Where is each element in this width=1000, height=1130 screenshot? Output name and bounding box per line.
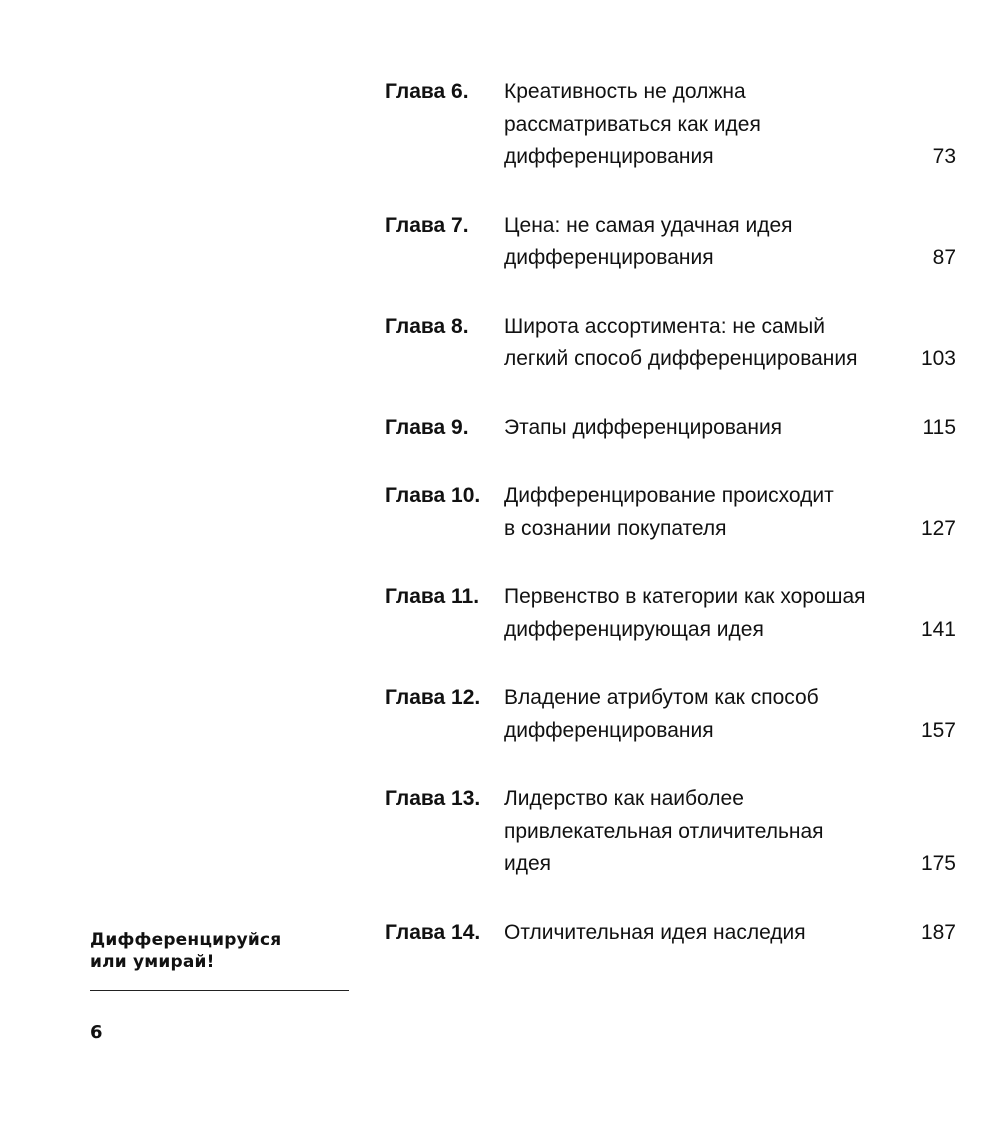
chapter-page-number: 73 bbox=[932, 145, 956, 168]
toc-entry-chapter-8 bbox=[385, 311, 960, 376]
running-title-line: Дифференцируйся bbox=[90, 930, 282, 950]
chapter-page-number: 175 bbox=[920, 852, 956, 875]
chapter-title bbox=[504, 783, 909, 881]
running-title-rule bbox=[90, 990, 349, 991]
toc-entry-chapter-14 bbox=[385, 917, 960, 950]
chapter-title bbox=[504, 311, 909, 376]
chapter-label: Глава 14. bbox=[385, 920, 481, 944]
chapter-label: Глава 7. bbox=[385, 213, 469, 237]
chapter-page-number: 87 bbox=[932, 246, 956, 269]
toc-entry-chapter-9 bbox=[385, 412, 960, 445]
chapter-title bbox=[504, 581, 909, 646]
chapter-title-line: дифференцирующая идея bbox=[504, 617, 764, 641]
chapter-label: Глава 8. bbox=[385, 314, 469, 338]
chapter-label: Глава 10. bbox=[385, 484, 481, 507]
chapter-title bbox=[504, 412, 909, 445]
toc-entry-chapter-7 bbox=[385, 210, 960, 275]
page-number: 6 bbox=[90, 1022, 103, 1043]
chapter-title-line: Этапы дифференцирования bbox=[504, 415, 783, 439]
chapter-title-line: Отличительная идея наследия bbox=[504, 920, 806, 944]
toc-entry-chapter-12 bbox=[385, 682, 960, 747]
chapter-label: Глава 12. bbox=[385, 686, 481, 709]
chapter-title-line: идея bbox=[504, 852, 552, 875]
chapter-label: Глава 13. bbox=[385, 787, 481, 810]
chapter-title-line: привлекательная отличительная bbox=[504, 819, 824, 843]
chapter-page-number: 141 bbox=[920, 617, 956, 641]
toc-entry-chapter-6 bbox=[385, 76, 960, 174]
running-title bbox=[90, 929, 281, 973]
chapter-title-line: в сознании покупателя bbox=[504, 516, 727, 540]
chapter-title bbox=[504, 480, 909, 545]
chapter-title bbox=[504, 682, 909, 747]
chapter-title bbox=[504, 917, 909, 950]
chapter-title-line: дифференцирования bbox=[504, 718, 714, 742]
table-of-contents bbox=[385, 76, 960, 949]
chapter-title-line: Широта ассортимента: не самый bbox=[504, 314, 825, 338]
chapter-title-line: Владение атрибутом как способ bbox=[504, 686, 819, 709]
chapter-title-line: дифференцирования bbox=[504, 246, 714, 269]
chapter-page-number: 187 bbox=[920, 920, 956, 944]
toc-entry-chapter-10 bbox=[385, 480, 960, 545]
chapter-title-line: Первенство в категории как хорошая bbox=[504, 585, 866, 608]
chapter-title-line: дифференцирования bbox=[504, 145, 714, 168]
chapter-page-number: 157 bbox=[920, 718, 956, 742]
chapter-title-line: Лидерство как наиболее bbox=[504, 787, 744, 810]
chapter-title-line: Дифференцирование происходит bbox=[504, 484, 834, 507]
chapter-title-line: Цена: не самая удачная идея bbox=[504, 213, 793, 237]
chapter-label: Глава 9. bbox=[385, 415, 469, 439]
chapter-page-number: 115 bbox=[922, 415, 956, 439]
toc-entry-chapter-11 bbox=[385, 581, 960, 646]
toc-entry-chapter-13 bbox=[385, 783, 960, 881]
chapter-page-number: 103 bbox=[920, 347, 956, 370]
chapter-page-number: 127 bbox=[920, 516, 956, 540]
chapter-label: Глава 6. bbox=[385, 80, 469, 103]
chapter-title bbox=[504, 210, 909, 275]
running-title-line: или умирай! bbox=[90, 952, 215, 972]
chapter-title-line: легкий способ дифференцирования bbox=[504, 347, 858, 370]
chapter-title-line: рассматриваться как идея bbox=[504, 112, 761, 136]
chapter-title bbox=[504, 76, 909, 174]
chapter-title-line: Креативность не должна bbox=[504, 80, 746, 103]
chapter-label: Глава 11. bbox=[385, 585, 480, 608]
